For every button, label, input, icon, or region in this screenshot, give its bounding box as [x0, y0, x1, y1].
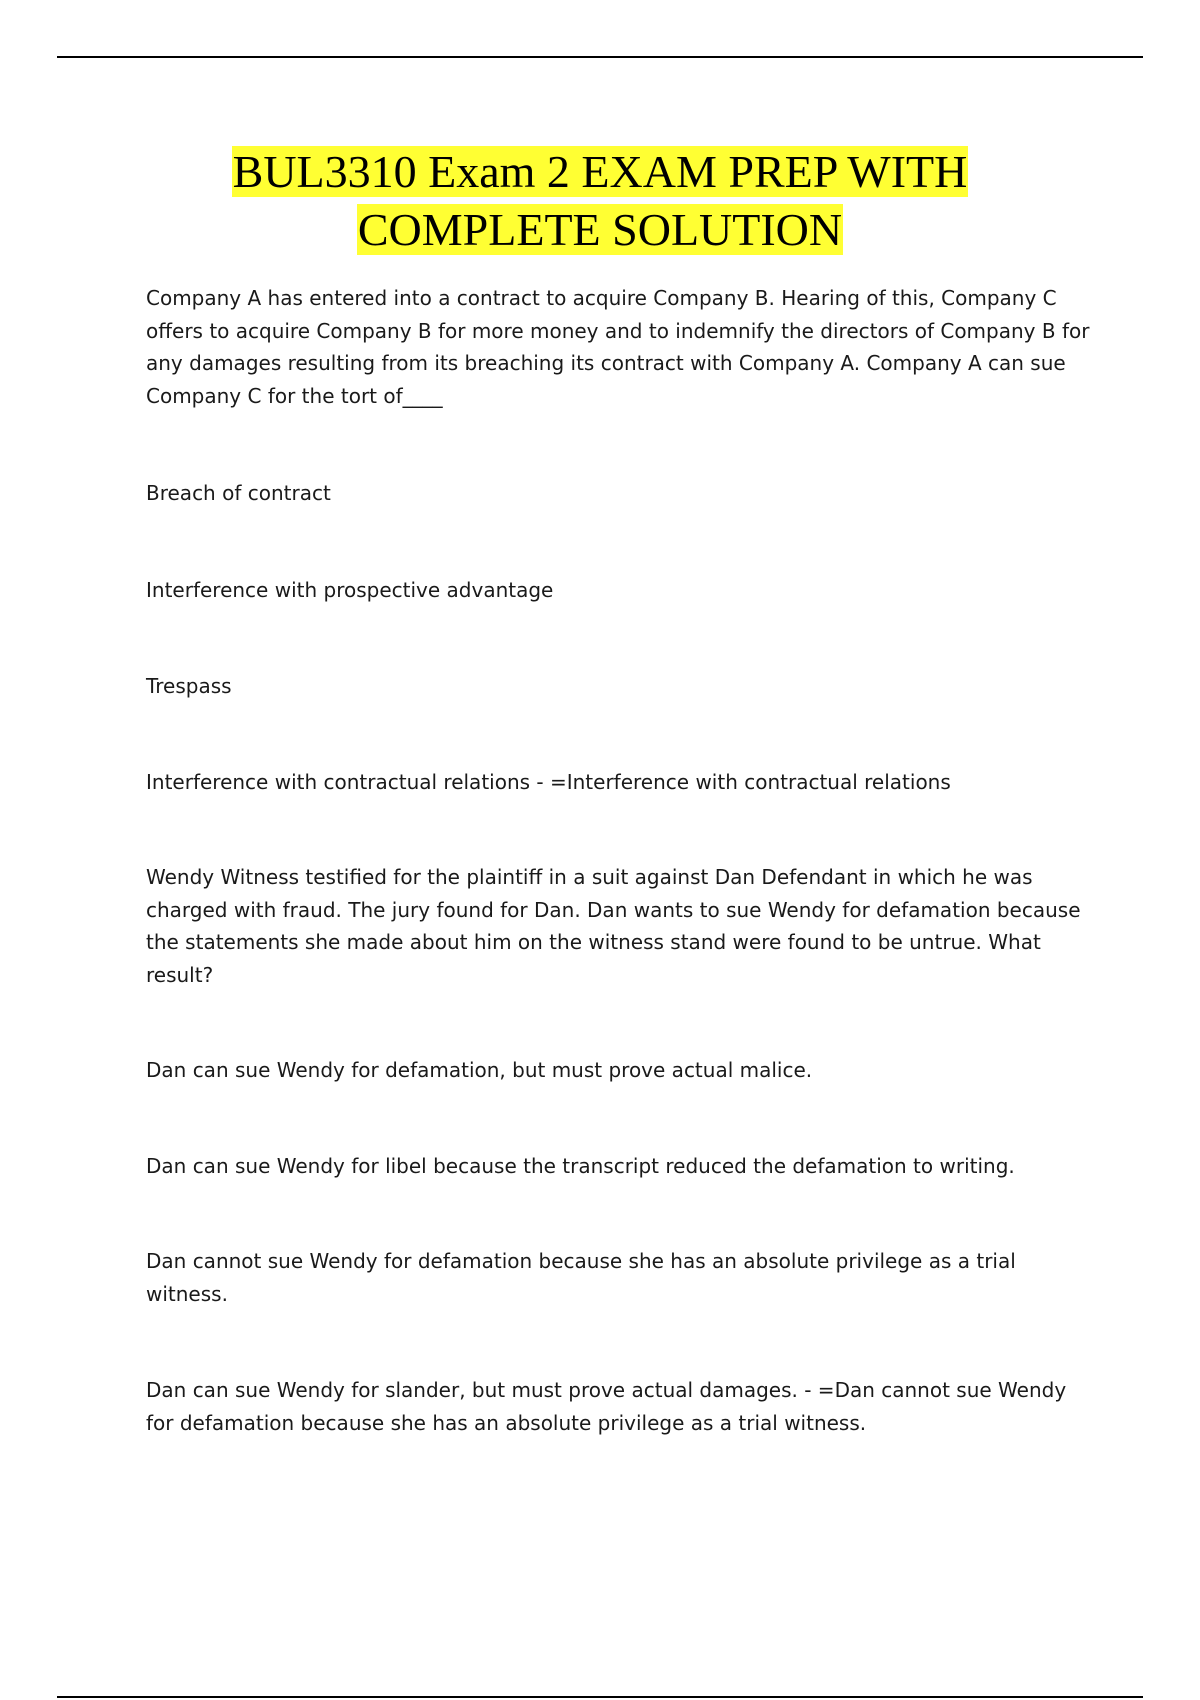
- document-title: [0, 143, 1200, 259]
- question-1-answer: Interference with contractual relations - =Interference with contractual relations: [146, 769, 951, 794]
- question-1-text: Company A has entered into a contract to acquire Company B. Hearing of this, Company C offers to acquire Company B for more money and to indemnify the directors of Company B for any damages resulting from its breaching its contract with Company A. Company A can sue Company C for the tort of____: [146, 286, 1090, 408]
- question-2-text: Wendy Witness testified for the plaintiff in a suit against Dan Defendant in which he was charged with fraud. The jury found for Dan. Dan wants to sue Wendy for defamation because the statements she made about him on the witness stand were found to be untrue. What result?: [146, 865, 1081, 987]
- title-line-2: [0, 201, 1200, 259]
- question-2-option-b: Dan can sue Wendy for libel because the transcript reduced the defamation to writing.: [146, 1153, 1015, 1178]
- question-1-option-b: Interference with prospective advantage: [146, 577, 554, 602]
- title-line-1-text: BUL3310 Exam 2 EXAM PREP WITH: [232, 146, 968, 197]
- bottom-rule: [57, 1696, 1143, 1698]
- question-2-option-a: Dan can sue Wendy for defamation, but must prove actual malice.: [146, 1058, 813, 1082]
- question-2-answer: Dan can sue Wendy for slander, but must prove actual damages. - =Dan cannot sue Wendy for defamation because she has an absolute privilege as a trial witness.: [146, 1378, 1067, 1435]
- question-1-option-c: Trespass: [146, 674, 232, 698]
- top-rule: [57, 56, 1143, 58]
- question-2-option-c: Dan cannot sue Wendy for defamation because she has an absolute privilege as a trial witness.: [146, 1249, 1016, 1306]
- question-1-option-a: Breach of contract: [146, 481, 331, 505]
- title-line-2-text: COMPLETE SOLUTION: [357, 204, 843, 255]
- document-body: [146, 282, 1090, 1439]
- title-line-1: [0, 143, 1200, 201]
